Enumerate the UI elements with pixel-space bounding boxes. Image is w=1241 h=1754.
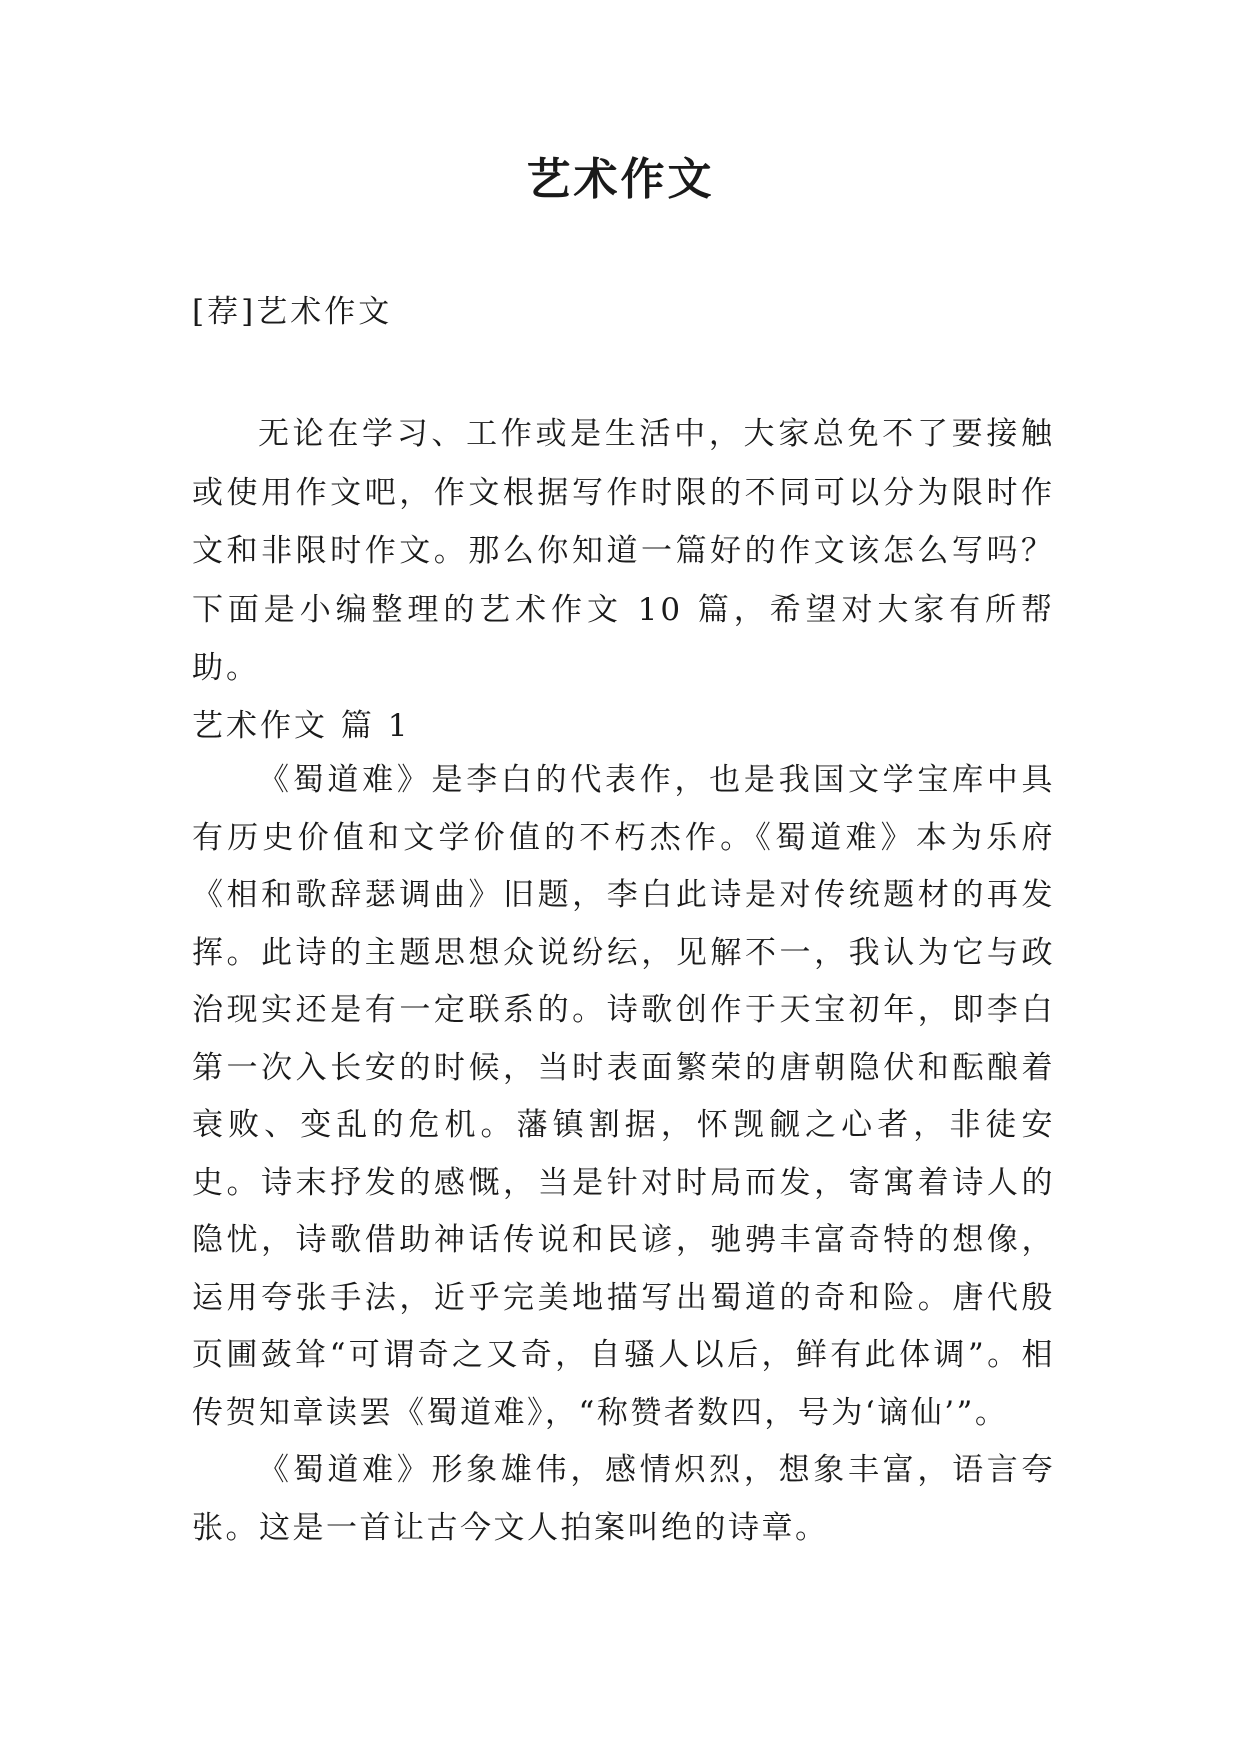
- section-heading: 艺术作文 篇 1: [192, 708, 411, 744]
- intro-paragraph: 无论在学习、工作或是生活中，大家总免不了要接触或使用作文吧，作文根据写作时限的不同可以分为限时作文和非限时作文。那么你知道一篇好的作文该怎么写吗？下面是小编整理的艺术作文 10 篇，希望对大家有所帮助。: [192, 416, 1055, 686]
- body-paragraph-1: 《蜀道难》是李白的代表作，也是我国文学宝库中具有历史价值和文学价值的不朽杰作。《蜀道难》本为乐府《相和歌辞瑟调曲》旧题，李白此诗是对传统题材的再发挥。此诗的主题思想众说纷纭，见解不一，我认为它与政治现实还是有一定联系的。诗歌创作于天宝初年，即李白第一次入长安的时候，当时表面繁荣的唐朝隐伏和酝酿着衰败、变乱的危机。藩镇割据，怀觊觎之心者，非徒安史。诗末抒发的感慨，当是针对时局而发，寄寓着诗人的隐忧，诗歌借助神话传说和民谚，驰骋丰富奇特的想像，运用夸张手法，近乎完美地描写出蜀道的奇和险。唐代殷页圃蔹耸“可谓奇之又奇，自骚人以后，鲜有此体调”。相传贺知章读罢《蜀道难》，“称赞者数四，号为‘谪仙’”。: [192, 762, 1055, 1431]
- document-subtitle: [荐]艺术作文: [192, 294, 393, 330]
- body-paragraph-2: 《蜀道难》形象雄伟，感情炽烈，想象丰富，语言夸张。这是一首让古今文人拍案叫绝的诗章。: [192, 1452, 1055, 1546]
- section-body: [192, 752, 1055, 1557]
- document-title: 艺术作文: [526, 154, 715, 205]
